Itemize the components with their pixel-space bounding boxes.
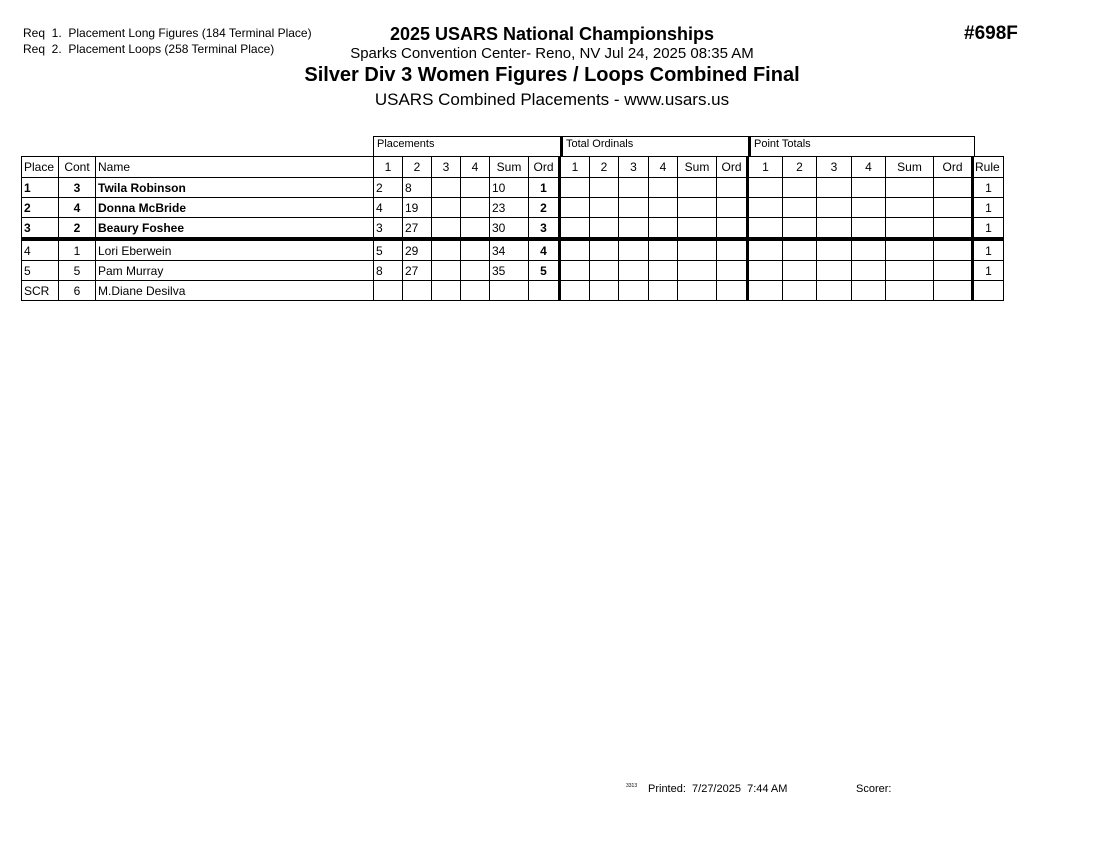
cell-placement-4 [461,218,490,240]
cell-ordinal-empty [560,239,590,261]
cell-ordinal-empty [560,198,590,218]
total-ordinals-group-header: Total Ordinals [560,136,749,156]
cell-ordinal-empty [619,239,649,261]
cell-points-empty [886,178,934,198]
col-header-name: Name [96,157,374,178]
cell-ordinal-empty [649,239,678,261]
cell-placement-3 [432,281,461,301]
cell-points-empty [852,239,886,261]
cell-points-empty [748,198,783,218]
cell-placement-2: 27 [403,218,432,240]
cell-ordinal-empty [649,261,678,281]
cell-placement-1: 3 [374,218,403,240]
table-row [22,198,1004,218]
cell-ordinal-empty [619,281,649,301]
cell-place: SCR [22,281,59,301]
cell-ordinal-empty [678,239,717,261]
cell-name: Pam Murray [96,261,374,281]
event-code: #698F [964,23,1018,44]
cell-placement-2: 19 [403,198,432,218]
cell-ordinal-empty [560,178,590,198]
cell-points-empty [934,239,973,261]
cell-points-empty [748,261,783,281]
cell-rule: 1 [973,198,1004,218]
table-row [22,261,1004,281]
cell-points-empty [783,261,817,281]
cell-placement-2 [403,281,432,301]
cell-placement-sum: 23 [490,198,529,218]
cell-points-empty [886,261,934,281]
cell-placement-4 [461,281,490,301]
cell-points-empty [817,281,852,301]
cell-placement-2: 8 [403,178,432,198]
col-header-rule: Rule [973,157,1004,178]
col-header-ordinal-ord: Ord [717,157,748,178]
cell-points-empty [934,261,973,281]
col-header-ordinal-2: 2 [590,157,619,178]
cell-points-empty [934,218,973,240]
cell-ordinal-empty [678,218,717,240]
cell-rule [973,281,1004,301]
cell-ordinal-empty [590,239,619,261]
cell-points-empty [817,218,852,240]
table-row [22,178,1004,198]
cell-points-empty [783,198,817,218]
cell-ordinal-empty [649,178,678,198]
cell-points-empty [886,218,934,240]
cell-placement-1: 2 [374,178,403,198]
cell-placement-4 [461,239,490,261]
cell-ordinal-empty [560,261,590,281]
cell-ordinal-empty [619,218,649,240]
version-mark: 3313 [626,783,638,789]
cell-points-empty [934,281,973,301]
cell-cont: 5 [59,261,96,281]
cell-rule: 1 [973,218,1004,240]
cell-placement-3 [432,178,461,198]
cell-cont: 4 [59,198,96,218]
cell-points-empty [886,281,934,301]
cell-ordinal-empty [678,261,717,281]
cell-points-empty [783,239,817,261]
cell-points-empty [748,239,783,261]
cell-points-empty [886,239,934,261]
cell-placement-sum [490,281,529,301]
cell-ordinal-empty [678,281,717,301]
cell-placement-sum: 35 [490,261,529,281]
cell-ordinal-empty [717,198,748,218]
cell-points-empty [852,218,886,240]
cell-ordinal-empty [590,178,619,198]
col-header-ordinal-4: 4 [649,157,678,178]
cell-placement-1: 8 [374,261,403,281]
cell-ordinal-empty [717,281,748,301]
requirement-1: Req 1. Placement Long Figures (184 Terminal Place) [23,26,312,40]
cell-placement-4 [461,178,490,198]
cell-placement-ord: 4 [529,239,560,261]
cell-place: 3 [22,218,59,240]
cell-rule: 1 [973,178,1004,198]
cell-ordinal-empty [649,281,678,301]
cell-ordinal-empty [590,218,619,240]
cell-cont: 6 [59,281,96,301]
cell-cont: 1 [59,239,96,261]
cell-points-empty [852,198,886,218]
cell-points-empty [817,239,852,261]
competition-title: 2025 USARS National Championships [389,24,715,44]
cell-place: 2 [22,198,59,218]
cell-placement-1: 4 [374,198,403,218]
col-header-points-sum: Sum [886,157,934,178]
col-header-place: Place [22,157,59,178]
cell-ordinal-empty [717,178,748,198]
cell-name: Lori Eberwein [96,239,374,261]
cell-points-empty [817,261,852,281]
cell-ordinal-empty [649,198,678,218]
cell-points-empty [783,218,817,240]
cell-placement-4 [461,198,490,218]
cell-ordinal-empty [717,239,748,261]
cell-points-empty [852,178,886,198]
cell-ordinal-empty [590,281,619,301]
cell-placement-sum: 30 [490,218,529,240]
col-header-placement-1: 1 [374,157,403,178]
cell-ordinal-empty [560,218,590,240]
cell-placement-ord: 2 [529,198,560,218]
cell-points-empty [852,261,886,281]
event-title: Silver Div 3 Women Figures / Loops Combined Final [304,64,800,86]
cell-points-empty [783,281,817,301]
cell-name: Donna McBride [96,198,374,218]
cell-ordinal-empty [619,198,649,218]
cell-placement-sum: 34 [490,239,529,261]
cell-ordinal-empty [717,261,748,281]
col-header-placement-3: 3 [432,157,461,178]
cell-points-empty [817,178,852,198]
cell-placement-4 [461,261,490,281]
col-header-points-3: 3 [817,157,852,178]
cell-placement-3 [432,239,461,261]
cell-place: 4 [22,239,59,261]
col-header-placement-ord: Ord [529,157,560,178]
cell-placement-3 [432,218,461,240]
col-header-points-2: 2 [783,157,817,178]
cell-points-empty [817,198,852,218]
cell-ordinal-empty [649,218,678,240]
cell-placement-ord: 5 [529,261,560,281]
cell-placement-ord: 1 [529,178,560,198]
cell-points-empty [886,198,934,218]
col-header-ordinal-sum: Sum [678,157,717,178]
cell-name: Beaury Foshee [96,218,374,240]
cell-placement-1: 5 [374,239,403,261]
col-header-cont: Cont [59,157,96,178]
scorer-label: Scorer: [856,783,892,795]
column-header-row [22,157,1004,178]
cell-ordinal-empty [678,178,717,198]
cell-rule: 1 [973,239,1004,261]
cell-ordinal-empty [590,261,619,281]
cell-placement-sum: 10 [490,178,529,198]
cell-ordinal-empty [590,198,619,218]
cell-name: M.Diane Desilva [96,281,374,301]
cell-points-empty [934,178,973,198]
col-header-placement-2: 2 [403,157,432,178]
cell-points-empty [852,281,886,301]
cell-placement-3 [432,198,461,218]
cell-ordinal-empty [619,178,649,198]
table-row [22,239,1004,261]
col-header-points-ord: Ord [934,157,973,178]
requirement-2: Req 2. Placement Loops (258 Terminal Place) [23,42,275,56]
printed-timestamp: Printed: 7/27/2025 7:44 AM [648,783,788,795]
cell-rule: 1 [973,261,1004,281]
col-header-points-4: 4 [852,157,886,178]
cell-points-empty [934,198,973,218]
cell-placement-2: 27 [403,261,432,281]
results-table [21,156,1004,301]
col-header-points-1: 1 [748,157,783,178]
col-header-placement-4: 4 [461,157,490,178]
cell-placement-ord [529,281,560,301]
cell-cont: 2 [59,218,96,240]
col-header-ordinal-3: 3 [619,157,649,178]
cell-placement-1 [374,281,403,301]
cell-ordinal-empty [717,218,748,240]
cell-placement-2: 29 [403,239,432,261]
col-header-ordinal-1: 1 [560,157,590,178]
cell-placement-3 [432,261,461,281]
cell-place: 5 [22,261,59,281]
cell-points-empty [748,178,783,198]
org-line: USARS Combined Placements - www.usars.us [374,90,730,109]
cell-points-empty [748,281,783,301]
cell-points-empty [748,218,783,240]
venue-date: Sparks Convention Center- Reno, NV Jul 24, 2025 08:35 AM [350,45,754,62]
cell-name: Twila Robinson [96,178,374,198]
cell-placement-ord: 3 [529,218,560,240]
col-header-placement-sum: Sum [490,157,529,178]
cell-points-empty [783,178,817,198]
point-totals-group-header: Point Totals [748,136,975,156]
cell-cont: 3 [59,178,96,198]
placements-group-header: Placements [373,136,561,156]
table-row [22,218,1004,240]
table-row [22,281,1004,301]
cell-ordinal-empty [619,261,649,281]
cell-place: 1 [22,178,59,198]
cell-ordinal-empty [560,281,590,301]
cell-ordinal-empty [678,198,717,218]
